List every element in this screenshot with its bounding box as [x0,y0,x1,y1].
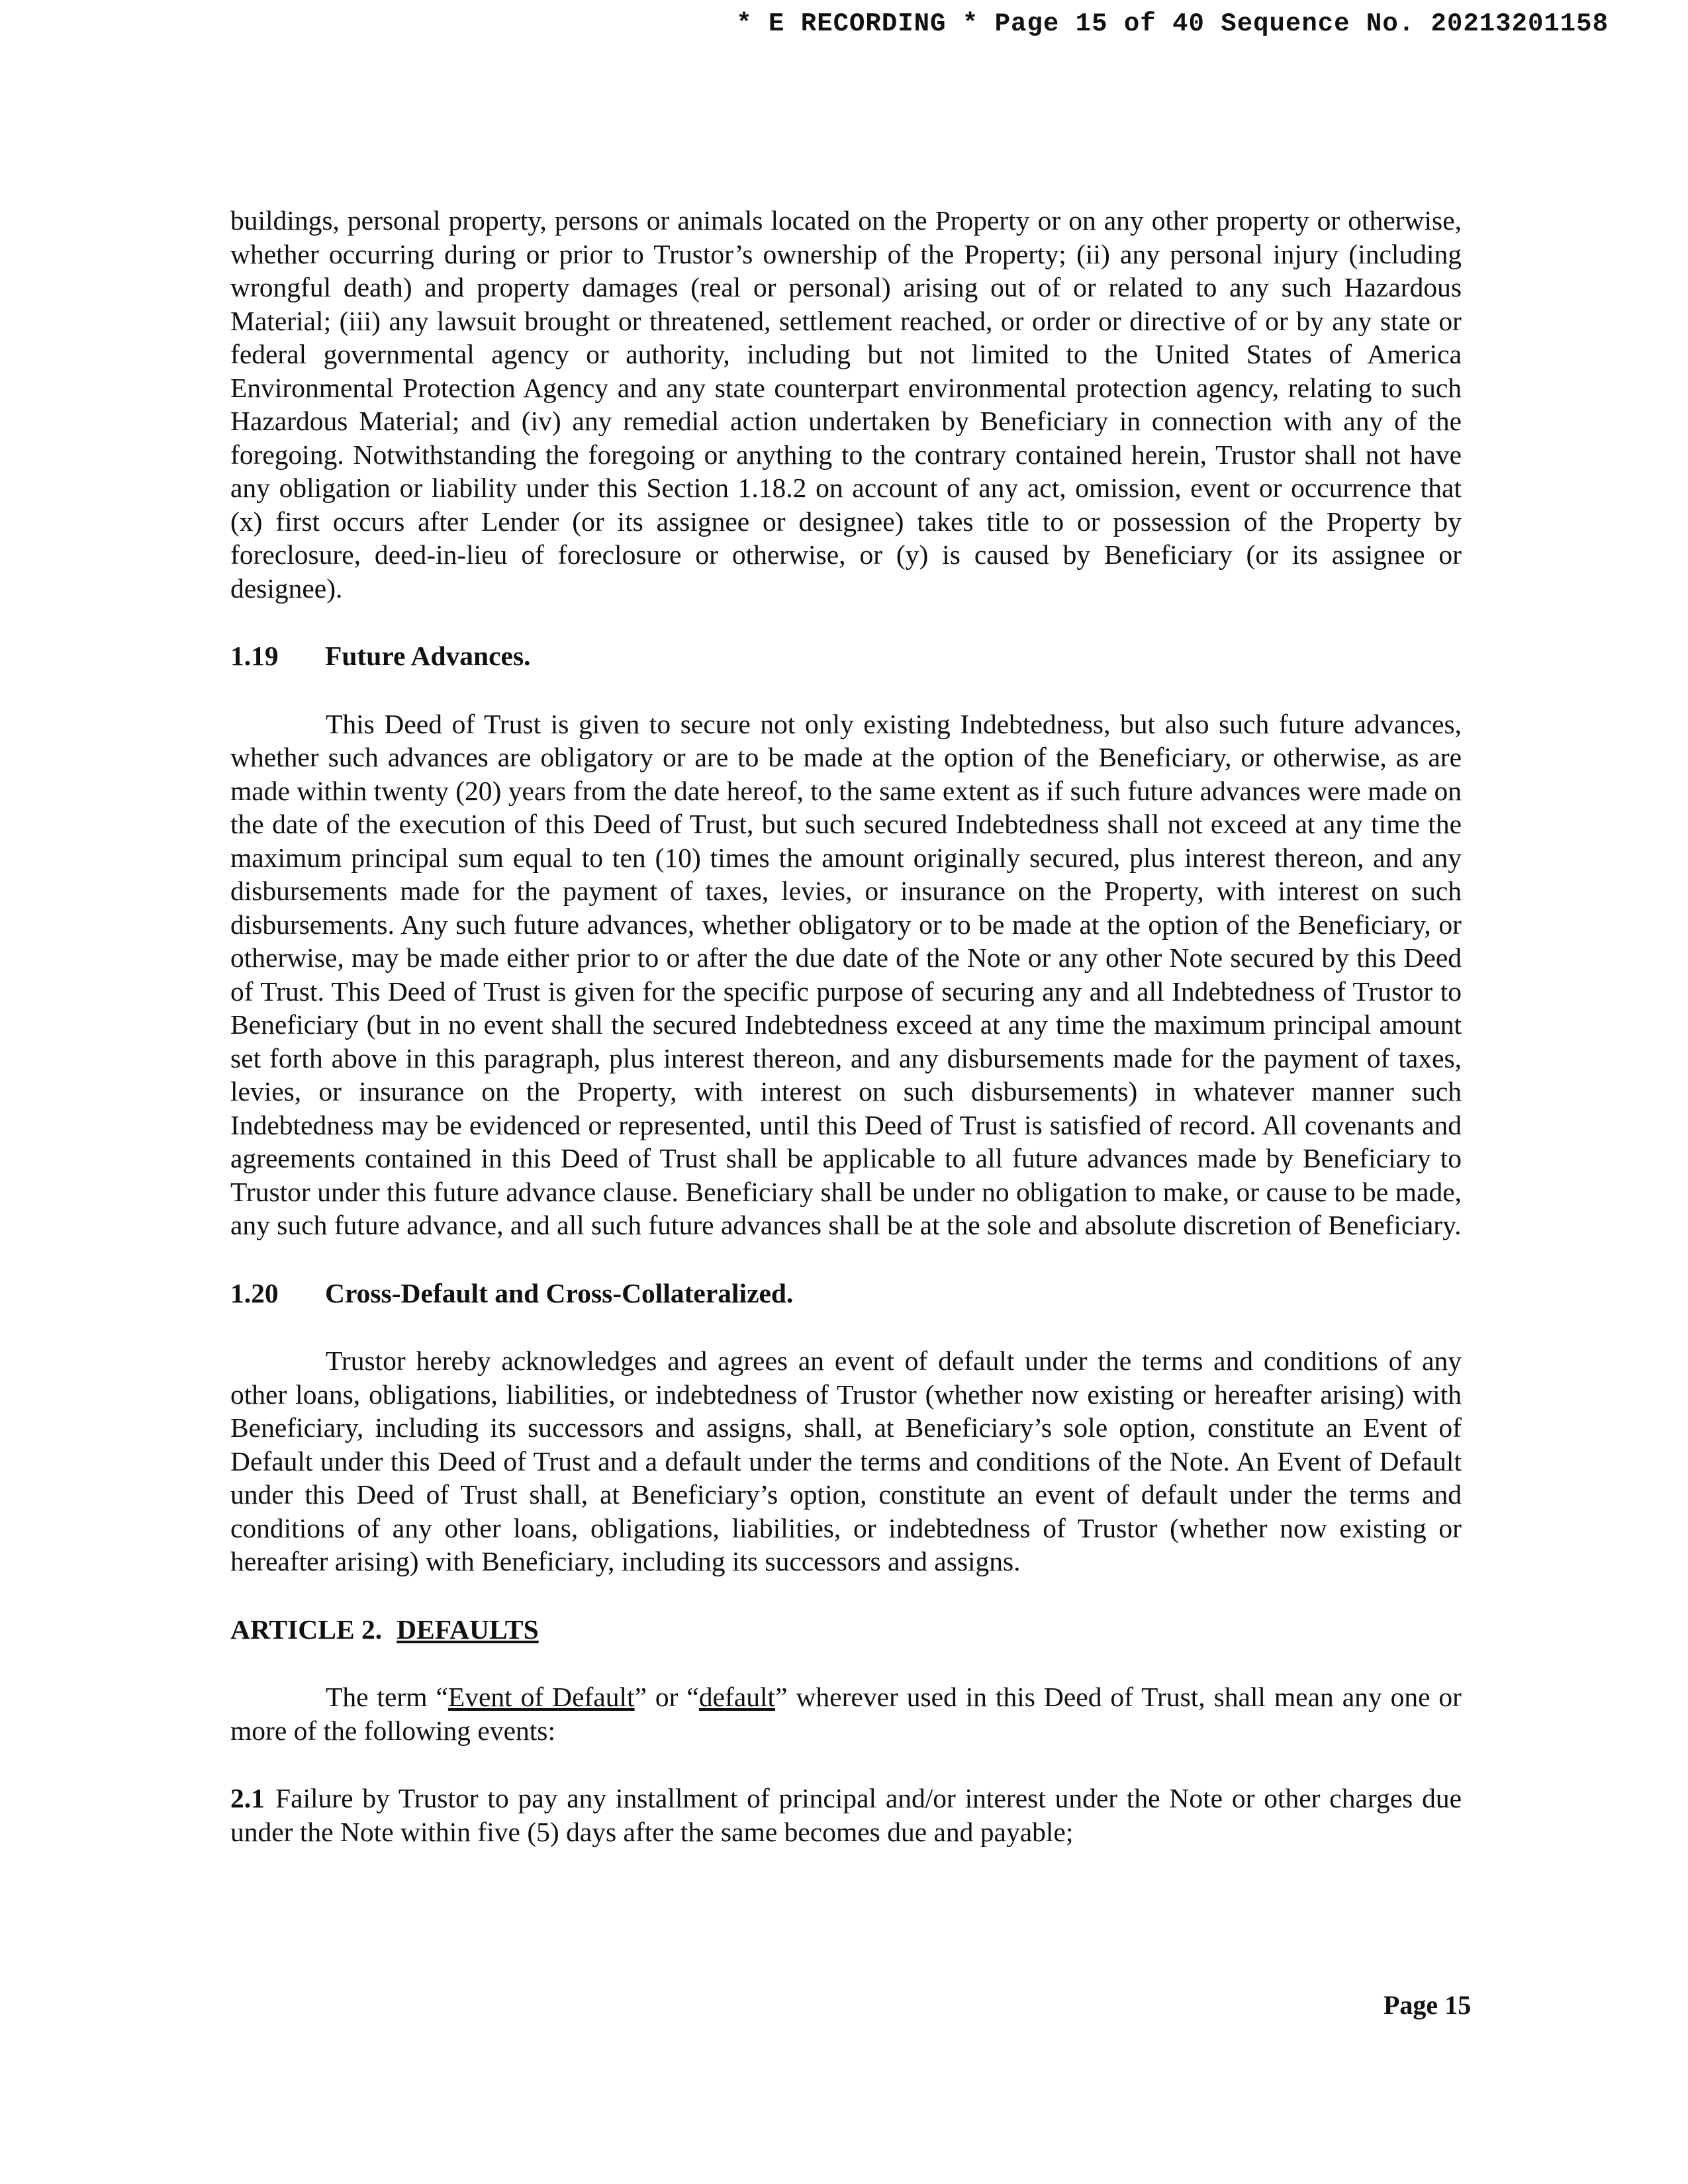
section-1-20-text: Trustor hereby acknowledges and agrees an event of default under the terms and conditions of any other loans, obligations, liabilities, or indebtedness of Trustor (whether now existing or hereafter arising) with Beneficiary, including its successors and assigns, shall, at Beneficiary’s sole option, constitute an Event of Default under this Deed of Trust and a default under the terms and conditions of the Note. An Event of Default under this Deed of Trust shall, at Beneficiary’s option, constitute an event of default under the terms and conditions of any other loans, obligations, liabilities, or indebtedness of Trustor (whether now existing or hereafter arising) with Beneficiary, including its successors and assigns. [230,1345,1462,1576]
article-2-heading [230,1613,1462,1647]
article-title: DEFAULTS [397,1614,539,1645]
section-title: Future Advances. [325,641,531,671]
article-label: ARTICLE 2. [230,1614,383,1645]
section-2-1 [230,1782,1462,1848]
intro-middle: ” or “ [634,1682,699,1712]
defined-term-default: default [698,1682,776,1712]
intro-paragraph: buildings, personal property, persons or animals located on the Property or on any other property or otherwise, whether occurring during or prior to Trustor’s ownership of the Property; (ii) any personal injury (including wrongful death) and property damages (real or personal) arising out of or related to any such Hazardous Material; (iii) any lawsuit brought or threatened, settlement reached, or order or directive of or by any state or federal governmental agency or authority, including but not limited to the United States of America Environmental Protection Agency and any state counterpart environmental protection agency, relating to such Hazardous Material; and (iv) any remedial action undertaken by Beneficiary in connection with any of the foregoing. Notwithstanding the foregoing or anything to the contrary contained herein, Trustor shall not have any obligation or liability under this Section 1.18.2 on account of any act, omission, event or occurrence that (x) first occurs after Lender (or its assignee or designee) takes title to or possession of the Property by foreclosure, deed-in-lieu of foreclosure or otherwise, or (y) is caused by Beneficiary (or its assignee or designee). [230,205,1462,604]
article-2-intro [230,1680,1462,1747]
spacer [230,1747,1462,1782]
section-1-19-heading [230,639,1462,673]
section-number: 1.20 [230,1277,279,1308]
intro-suffix: ” wherever used in this Deed of Trust, shall mean any one or more of the following events: [230,1682,1462,1746]
section-1-19-text: This Deed of Trust is given to secure not only existing Indebtedness, but also such future advances, whether such advances are obligatory or are to be made at the option of the Beneficiary, or otherwise, as are made within twenty (20) years from the date hereof, to the same extent as if such future advances were made on the date of the execution of this Deed of Trust, but such secured Indebtedness shall not exceed at any time the maximum principal sum equal to ten (10) times the amount originally secured, plus interest thereon, and any disbursements made for the payment of taxes, levies, or insurance on the Property, with interest on such disbursements. Any such future advances, whether obligatory or to be made at the option of the Beneficiary, or otherwise, may be made either prior to or after the due date of the Note or any other Note secured by this Deed of Trust. This Deed of Trust is given for the specific purpose of securing any and all Indebtedness of Trustor to Beneficiary (but in no event shall the secured Indebtedness exceed at any time the maximum principal amount set forth above in this paragraph, plus interest thereon, and any disbursements made for the payment of taxes, levies, or insurance on the Property, with interest on such disbursements) in whatever manner such Indebtedness may be evidenced or represented, until this Deed of Trust is satisfied of record. All covenants and agreements contained in this Deed of Trust shall be applicable to all future advances made by Beneficiary to Trustor under this future advance clause. Beneficiary shall be under no obligation to make, or cause to be made, any such future advance, and all such future advances shall be at the sole and absolute discretion of Beneficiary. [230,708,1462,1240]
section-number: 2.1 [230,1783,265,1813]
page-number: Page 15 [1383,1990,1472,2020]
defined-term-event-of-default: Event of Default [447,1682,635,1712]
intro-prefix: The term “ [326,1682,448,1712]
section-number: 1.19 [230,641,279,671]
document-body [230,204,1462,1848]
recording-stamp: * E RECORDING * Page 15 of 40 Sequence No. 20213201158 [736,9,1609,38]
section-2-1-text: Failure by Trustor to pay any installment of principal and/or interest under the Note or other charges due under the Note within five (5) days after the same becomes due and payable; [230,1783,1462,1847]
section-1-20-heading [230,1277,1462,1310]
section-title: Cross-Default and Cross-Collateralized. [325,1277,794,1308]
